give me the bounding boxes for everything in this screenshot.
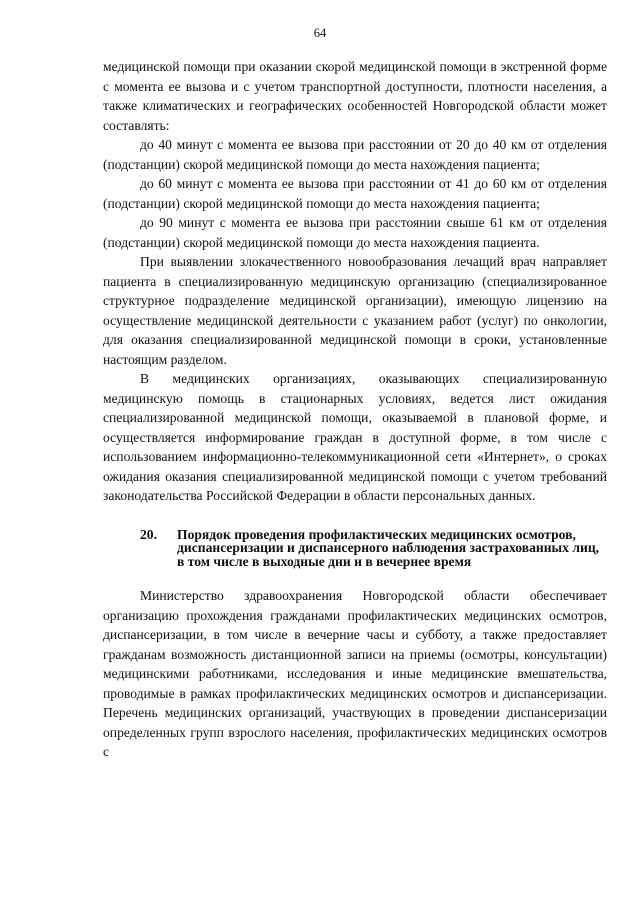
section-heading [103,528,607,569]
paragraph: В медицинских организациях, оказывающих специализированную медицинскую помощь в стационарных условиях, ведется лист ожидания специализированной медицинской помощи, оказываемой в плановой форме, и осуществляется информирование граждан в доступной форме, в том числе с использованием информационно-телекоммуникационной сети «Интернет», о сроках ожидания оказания специализированной медицинской помощи с учетом требований законодательства Российской Федерации в области персональных данных. [103,371,607,503]
paragraph: до 90 минут с момента ее вызова при расстоянии свыше 61 км от отделения (подстанции) скорой медицинской помощи до места нахождения пациента. [103,215,607,250]
section-number: 20. [140,526,157,542]
section-title: Порядок проведения профилактических медицинских осмотров, диспансеризации и диспансерного наблюдения застрахованных лиц, в том числе в выходные дни и в вечернее время [177,526,600,569]
paragraph: Министерство здравоохранения Новгородской области обеспечивает организацию прохождения гражданами профилактических медицинских осмотров, диспансеризации, в том числе в вечерние часы и субботу, а также предоставляет гражданам возможность дистанционной записи на приемы (осмотры, консультации) медицинскими работниками, исследования и иные медицинские вмешательства, проводимые в рамках профилактических медицинских осмотров и диспансеризации. Перечень медицинских организаций, участвующих в проведении диспансеризации определенных групп взрослого населения, профилактических медицинских осмотров с [103,588,607,759]
paragraph: до 40 минут с момента ее вызова при расстоянии от 20 до 40 км от отделения (подстанции) скорой медицинской помощи до места нахождения пациента; [103,137,607,172]
document-body [103,57,607,762]
paragraph: медицинской помощи при оказании скорой медицинской помощи в экстренной форме с момента ее вызова и с учетом транспортной доступности, плотности населения, а также климатических и географических особенностей Новгородской области может составлять: [103,59,607,133]
page-number: 64 [313,26,327,40]
paragraph: до 60 минут с момента ее вызова при расстоянии от 41 до 60 км от отделения (подстанции) скорой медицинской помощи до места нахождения пациента; [103,176,607,211]
paragraph: При выявлении злокачественного новообразования лечащий врач направляет пациента в специализированную медицинскую организацию (специализированное структурное подразделение медицинской организации), имеющую лицензию на осуществление медицинской деятельности с указанием работ (услуг) по онкологии, для оказания специализированной медицинской помощи в сроки, установленные настоящим разделом. [103,254,607,367]
